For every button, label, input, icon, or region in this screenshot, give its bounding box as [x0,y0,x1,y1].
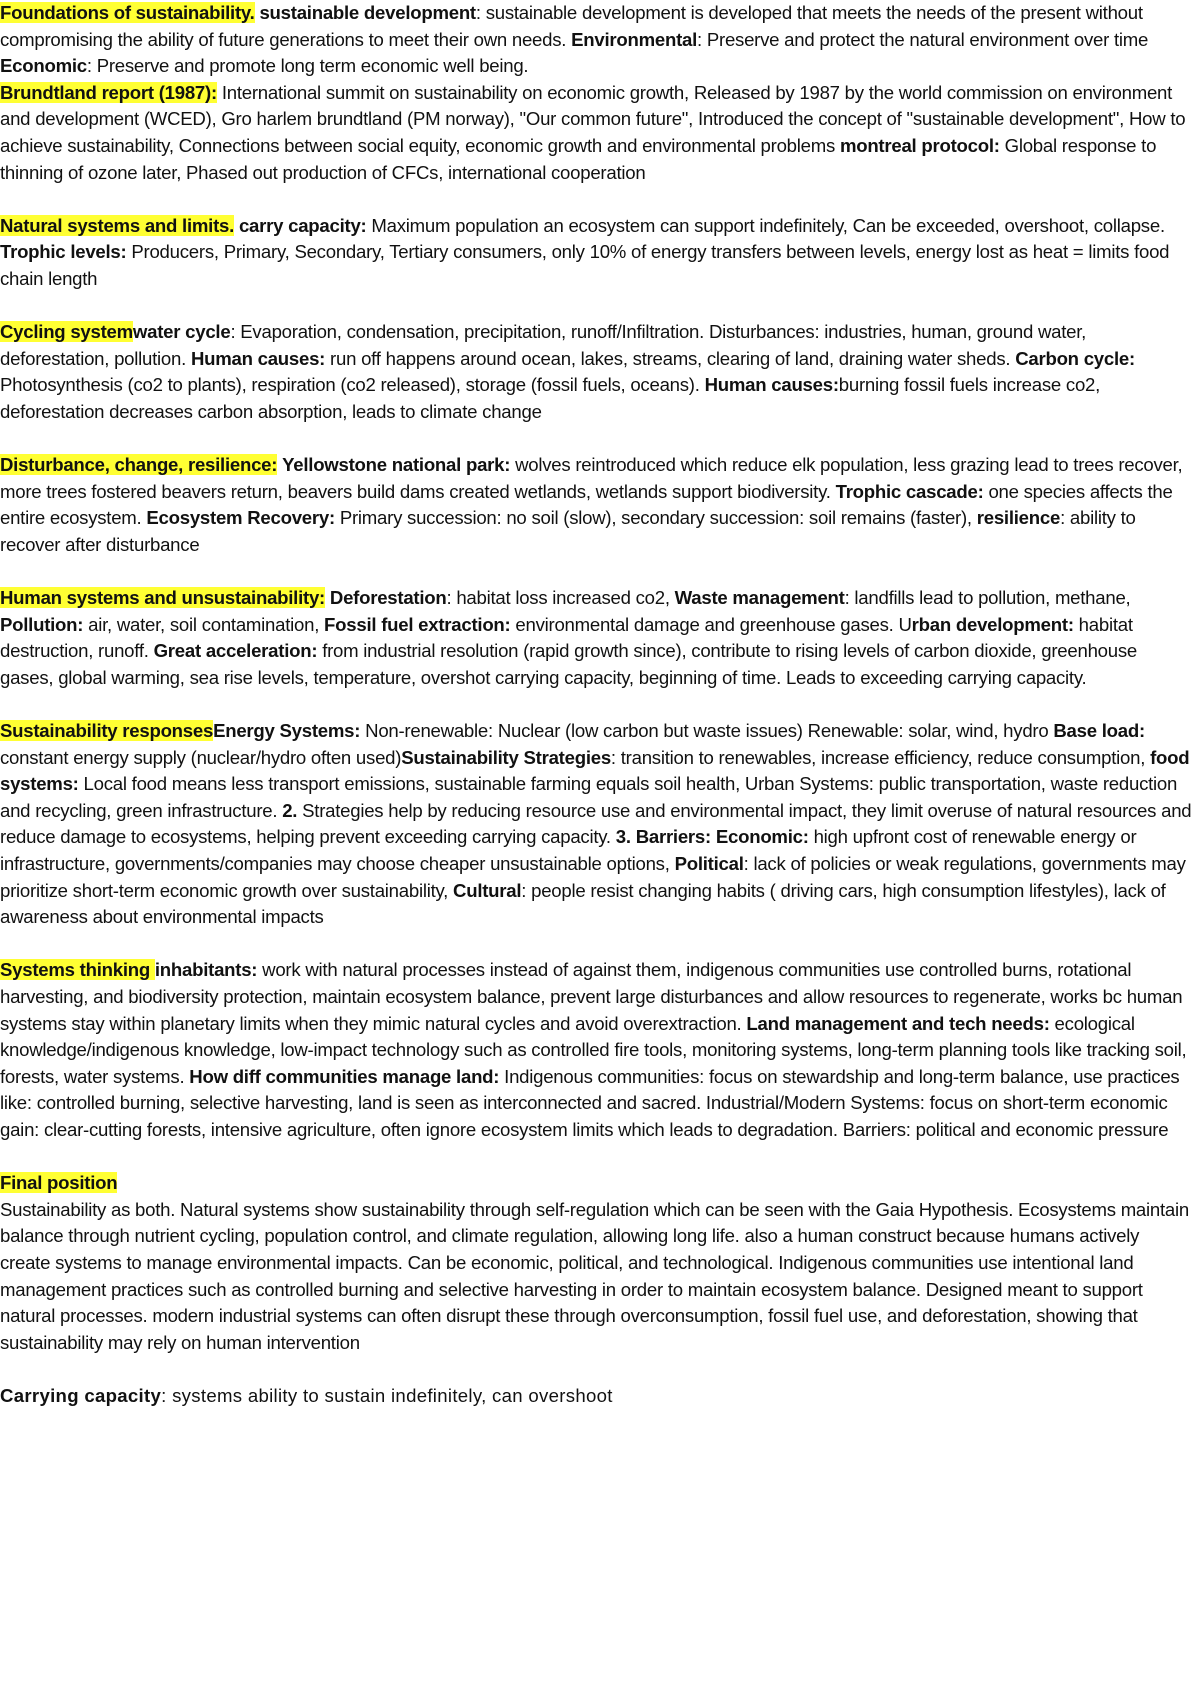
bold-term: Fossil fuel extraction: [324,613,511,635]
text-run: : Evaporation, condensation, precipitation, runoff/Infiltration. Disturbances: industries, human, ground water, deforestation, pollution. [0,321,1087,369]
bold-term: Deforestation [329,587,447,609]
text-run: : habitat loss increased co2, [446,587,675,609]
text-run: : ability to recover after disturbance [0,507,1136,555]
text-run: burning fossil fuels increase co2, deforestation decreases carbon absorption, leads to climate change [0,374,1101,422]
text-run: Global response to thinning of ozone later, Phased out production of CFCs, international cooperation [0,134,1157,183]
text-run: environmental damage and greenhouse gases. U [510,613,912,635]
bold-term: Environmental [571,28,698,50]
paragraph-final-position [0,1197,1194,1357]
bold-term: Economic [0,55,87,77]
text-run: work with natural processes instead of against them, indigenous communities use controlled burns, rotational harvesting, and biodiversity protection, maintain ecosystem balance, prevent large disturbances and allow resources to regenerate, works bc human systems stay within planetary limits when they mimic natural cycles and avoid overextraction. [0,959,1183,1034]
text-run: one species affects the entire ecosystem. [0,480,1173,529]
text-run: high upfront cost of renewable energy or infrastructure, governments/companies may choose cheaper unsustainable options, [0,826,1137,874]
paragraph-carrying-capacity [0,1383,1194,1410]
highlighted-heading: Sustainability responses [0,720,214,742]
paragraph-brundtland [0,80,1194,186]
bold-term: 2. [282,799,298,821]
text-run: : transition to renewables, increase efficiency, reduce consumption, [610,746,1151,768]
paragraph-systems-thinking [0,957,1194,1143]
bold-term: How diff communities manage land: [189,1065,500,1087]
text-run: from industrial resolution (rapid growth since), contribute to rising levels of carbon dioxide, greenhouse gases, global warming, sea rise levels, temperature, overshot carrying capacity, beginning of time. Leads to exceeding carrying capacity. [0,640,1137,688]
bold-term: resilience [976,507,1061,529]
highlighted-heading: Human systems and unsustainability: [0,587,325,609]
bold-term: food systems: [0,746,1190,795]
bold-term: inhabitants: [154,959,258,981]
text-run: International summit on sustainability on economic growth, Released by 1987 by the world commission on environment and development (WCED), Gro harlem brundtland (PM norway), "Our common future", Introduced the concept of "sustainable development", How to achieve sustainability, Connections between social equity, economic growth and environmental problems [0,81,1186,156]
highlighted-heading: Cycling system [0,321,133,343]
bold-term: sustainable development [259,2,476,23]
bold-term: carry capacity: [238,214,367,236]
text-run: constant energy supply (nuclear/hydro often used) [0,746,402,768]
bold-term: water cycle [132,321,231,343]
paragraph-final-position-heading [0,1170,1194,1197]
text-run: : Preserve and promote long term economic well being. [86,55,529,77]
text-run: : sustainable development is developed that meets the needs of the present without compromising the ability of future generations to meet their own needs. [0,2,1143,50]
blank-line [0,186,1194,213]
bold-term: Yellowstone national park: [282,454,511,476]
blank-line [0,1144,1194,1171]
blank-line [0,691,1194,718]
text-run: Sustainability as both. Natural systems show sustainability through self-regulation which can be seen with the Gaia Hypothesis. Ecosystems maintain balance through nutrient cycling, population control, and climate regulation, allowing long life. also a human construct because humans actively create systems to manage environmental impacts. Can be economic, political, and technological. Indigenous communities use intentional land management practices such as controlled burning and selective harvesting in order to maintain ecosystem balance. Designed meant to support natural processes. modern industrial systems can often disrupt these through overconsumption, fossil fuel use, and deforestation, showing that sustainability may rely on human intervention [0,1198,1189,1353]
highlighted-heading: Final position [0,1172,118,1194]
bold-term: rban development: [911,613,1074,635]
blank-line [0,558,1194,585]
bold-term: Energy Systems: [213,720,361,742]
blank-line [0,931,1194,958]
bold-term: Sustainability Strategies [401,746,611,768]
text-run: : people resist changing habits ( driving cars, high consumption lifestyles), lack of awareness about environmental impacts [0,879,1166,928]
bold-term: Pollution: [0,613,84,635]
text-run: Maximum population an ecosystem can support indefinitely, Can be exceeded, overshoot, collapse. [366,214,1165,236]
text-run: Primary succession: no soil (slow), secondary succession: soil remains (faster), [334,507,977,529]
text-run: : landfills lead to pollution, methane, [844,587,1131,609]
bold-term: Cultural [453,879,522,901]
bold-term: Ecosystem Recovery: [146,507,335,529]
bold-term: Carbon cycle: [1015,347,1135,369]
bold-term: Trophic cascade: [835,480,984,502]
bold-term: montreal protocol: [839,134,1000,156]
bold-term: Human causes: [704,374,839,396]
blank-line [0,293,1194,320]
bold-term: Human causes: [190,347,326,369]
highlighted-heading: Disturbance, change, resilience: [0,454,278,476]
paragraph-human-systems [0,585,1194,691]
text-run: Producers, Primary, Secondary, Tertiary consumers, only 10% of energy transfers between levels, energy lost as heat = limits food chain length [0,241,1170,289]
bold-term: Waste management [674,587,845,609]
blank-line [0,426,1194,453]
highlighted-heading: Foundations of sustainability. [0,2,255,23]
paragraph-foundations [0,0,1194,80]
text-run: Indigenous communities: focus on stewardship and long-term balance, use practices like: controlled burning, selective harvesting, land is seen as interconnected and sacred. Industrial/Modern Systems: focus on short-term economic gain: clear-cutting forests, intensive agriculture, often ignore ecosystem limits which leads to degradation. Barriers: political and economic pressure [0,1065,1180,1140]
bold-term: Great acceleration: [153,640,318,662]
paragraph-disturbance [0,452,1194,558]
bold-term: Political [674,853,744,874]
text-run: wolves reintroduced which reduce elk population, less grazing lead to trees recover, more trees fostered beavers return, beavers build dams created wetlands, wetlands support biodiversity. [0,454,1183,502]
bold-term: Trophic levels: [0,241,127,263]
text-run: : Preserve and protect the natural environment over time [697,28,1149,50]
highlighted-heading: Natural systems and limits. [0,214,235,236]
text-run: Strategies help by reducing resource use and environmental impact, they limit overuse of natural resources and reduce damage to ecosystems, helping prevent exceeding carrying capacity. [0,799,1192,848]
text-run: Non-renewable: Nuclear (low carbon but waste issues) Renewable: solar, wind, hydro [360,720,1054,742]
paragraph-cycling [0,319,1194,425]
highlighted-heading: Brundtland report (1987): [0,81,217,103]
paragraph-responses [0,718,1194,931]
highlighted-heading: Systems thinking [0,959,155,981]
text-run: Local food means less transport emissions, sustainable farming equals soil health, Urban Systems: public transportation, waste reduction and recycling, green infrastructure. [0,773,1178,821]
text-run: air, water, soil contamination, [83,613,325,635]
text-run: : lack of policies or weak regulations, governments may prioritize short-term economic growth over sustainability, [0,853,1186,901]
bold-term: Land management and tech needs: [746,1012,1050,1034]
text-run: : systems ability to sustain indefinitely, can overshoot [161,1384,613,1406]
bold-term: 3. Barriers: Economic: [615,826,809,848]
text-run: run off happens around ocean, lakes, streams, clearing of land, draining water sheds. [325,347,1016,369]
paragraph-natural-systems [0,213,1194,293]
bold-term: Base load: [1053,720,1145,742]
bold-term: Carrying capacity [0,1384,162,1406]
blank-line [0,1356,1194,1383]
text-run: habitat destruction, runoff. [0,613,1133,662]
text-run: ecological knowledge/indigenous knowledge, low-impact technology such as controlled fire tools, monitoring systems, long-term planning tools like tracking soil, forests, water systems. [0,1012,1187,1087]
text-run: Photosynthesis (co2 to plants), respiration (co2 released), storage (fossil fuels, oceans). [0,374,705,396]
